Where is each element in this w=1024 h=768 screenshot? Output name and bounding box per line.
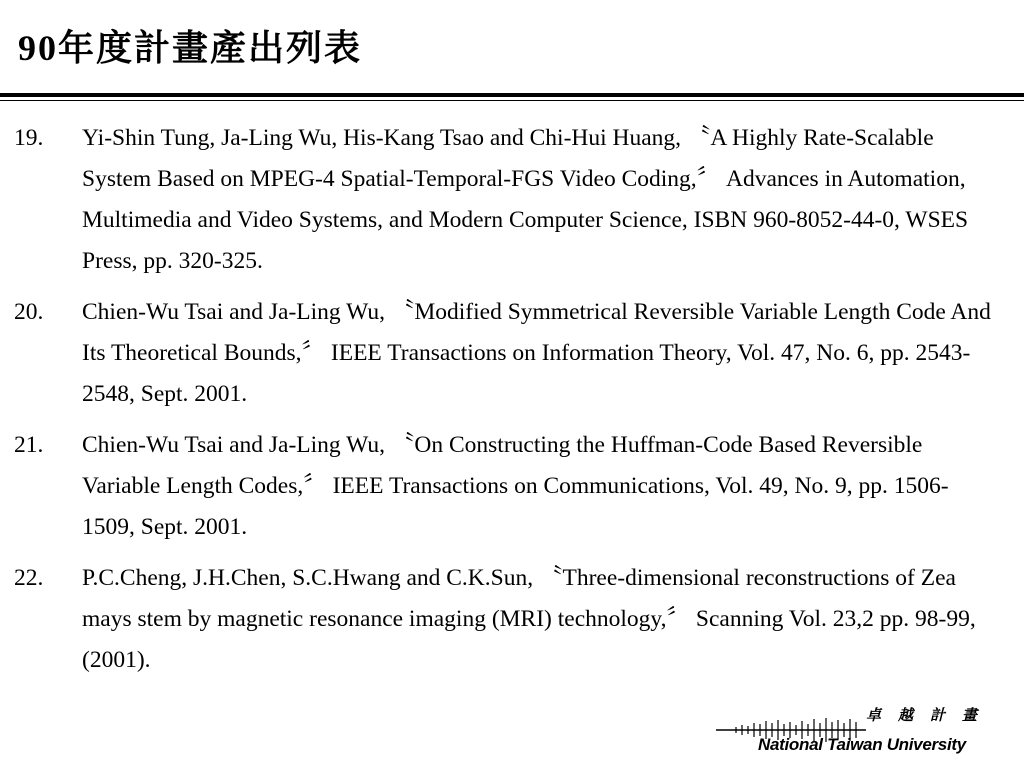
reference-item-19 xyxy=(14,118,994,282)
slide-title: 90年度計畫產出列表 xyxy=(18,28,363,68)
reference-text: Yi-Shin Tung, Ja-Ling Wu, His-Kang Tsao and Chi-Hui Huang, 〝A Highly Rate-Scalable System Based on MPEG-4 Spatial-Temporal-FGS Video Coding,〞 Advances in Automation, Multimedia and Video Systems, and Modern Computer Science, ISBN 960-8052-44-0, WSES Press, pp. 320-325. xyxy=(82,125,969,274)
reference-text: Chien-Wu Tsai and Ja-Ling Wu, 〝Modified Symmetrical Reversible Variable Length Code And Its Theoretical Bounds,〞 IEEE Transactions on Information Theory, Vol. 47, No. 6, pp. 2543-2548, Sept. 2001. xyxy=(82,299,991,407)
reference-number: 22. xyxy=(14,565,44,591)
logo-cjk-text: 卓越計畫 xyxy=(866,708,995,724)
reference-number: 21. xyxy=(14,432,44,458)
reference-number: 19. xyxy=(14,125,44,151)
reference-item-20 xyxy=(14,292,994,415)
reference-text: P.C.Cheng, J.H.Chen, S.C.Hwang and C.K.Sun, 〝Three-dimensional reconstructions of Zea mays stem by magnetic resonance imaging (MRI) technology,〞 Scanning Vol. 23,2 pp. 98-99, (2001). xyxy=(82,565,976,673)
reference-list xyxy=(14,118,994,691)
logo-english-text: National Taiwan University xyxy=(758,735,966,754)
reference-number: 20. xyxy=(14,299,44,325)
title-divider-thin xyxy=(0,100,1024,101)
reference-item-21 xyxy=(14,425,994,548)
ntu-excellence-logo xyxy=(716,700,995,760)
reference-text: Chien-Wu Tsai and Ja-Ling Wu, 〝On Constructing the Huffman-Code Based Reversible Variable Length Codes,〞 IEEE Transactions on Communications, Vol. 49, No. 9, pp. 1506-1509, Sept. 2001. xyxy=(82,432,949,540)
reference-item-22 xyxy=(14,558,994,681)
title-divider-thick xyxy=(0,93,1024,97)
